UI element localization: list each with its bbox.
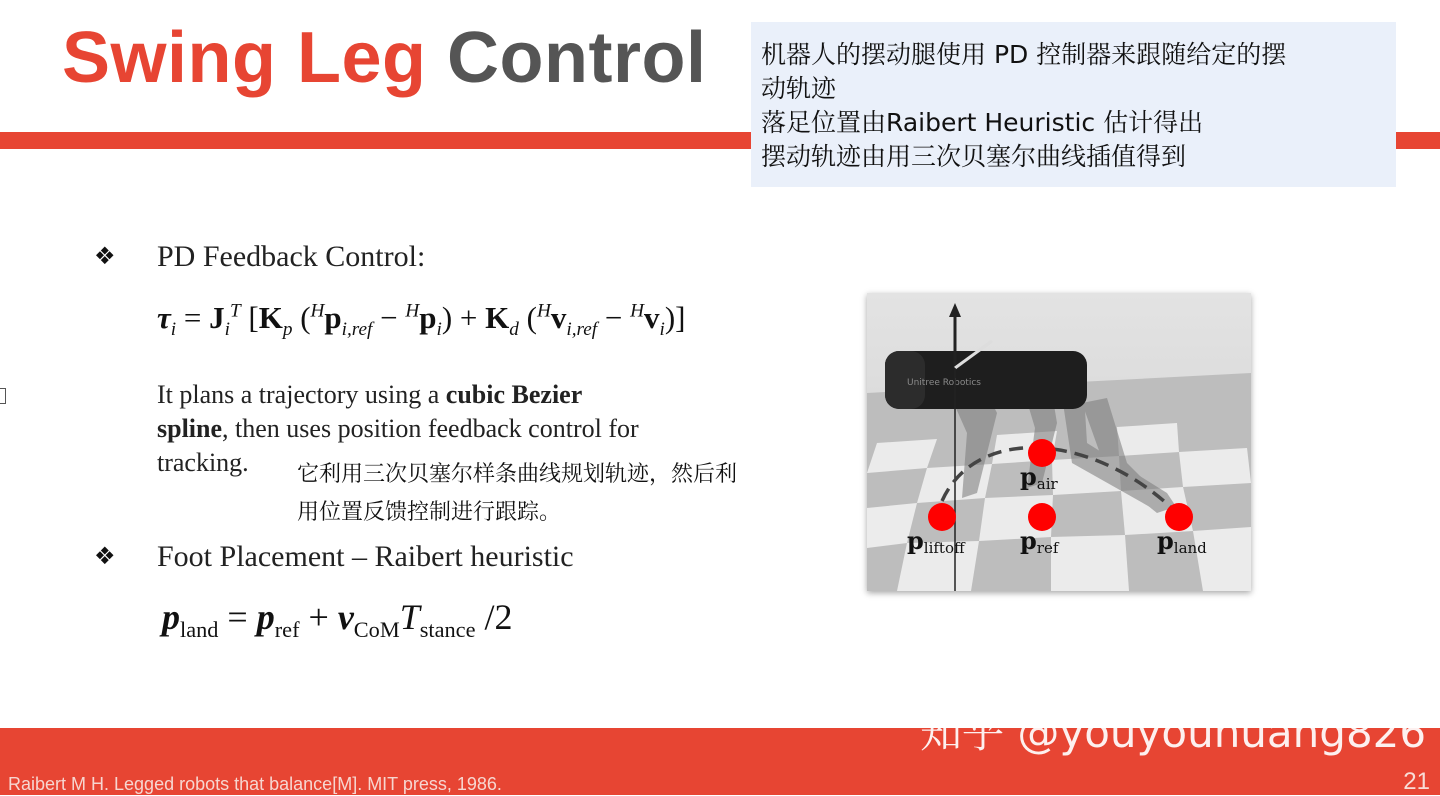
note-line: 动轨迹 [761,74,837,103]
simulation-render [867,293,1251,591]
pd-control-equation: $\tau_i = J_i^T$ [$K_p$ $(^Hp_{i,ref} - ^Hp_i) + K_d$ $(^Hv_{i,ref} - ^Hv_i)$] [157,300,686,341]
edge-marker [0,388,6,404]
chinese-translation-note: 它利用三次贝塞尔样条曲线规划轨迹，然后利 用位置反馈控制进行跟踪。 [297,462,738,525]
robot-body-label: Unitree Robotics [907,378,981,388]
foot-placement-heading: Foot Placement – Raibert heuristic [157,540,574,573]
swing-trajectory-figure [867,293,1251,591]
note-line: 机器人的摆动腿使用 PD 控制器来跟随给定的摆 [761,40,1287,69]
page-number: 21 [1403,768,1430,795]
bullet-diamond-icon: ❖ [94,542,116,570]
reference-citation: Raibert M H. Legged robots that balance[M]. MIT press, 1986. [8,774,502,794]
zhihu-watermark: 知乎 @youyouhuang826 [920,708,1427,757]
title-word-swing-leg: Swing Leg [62,18,427,98]
slide-title [62,18,707,98]
trajectory-description: It plans a trajectory using a cubic Bezier spline, then uses position feedback control for tracking. [157,380,639,477]
pd-feedback-heading: PD Feedback Control: [157,240,426,273]
label-p-air: pair [1020,462,1058,493]
label-p-ref: pref [1020,526,1059,557]
point-liftoff [928,503,956,531]
label-p-liftoff: pliftoff [907,526,965,557]
annotation-note-box [751,22,1396,187]
title-word-control: Control [447,18,707,98]
label-p-land: pland [1157,526,1207,557]
note-line: 落足位置由Raibert Heuristic 估计得出 [761,108,1204,137]
raibert-heuristic-equation: $p_{land} = p_{ref} + v_{CoM}T_{stance}$ /2 [162,597,513,643]
note-line: 摆动轨迹由用三次贝塞尔曲线插值得到 [761,142,1187,171]
bullet-diamond-icon: ❖ [94,242,116,270]
